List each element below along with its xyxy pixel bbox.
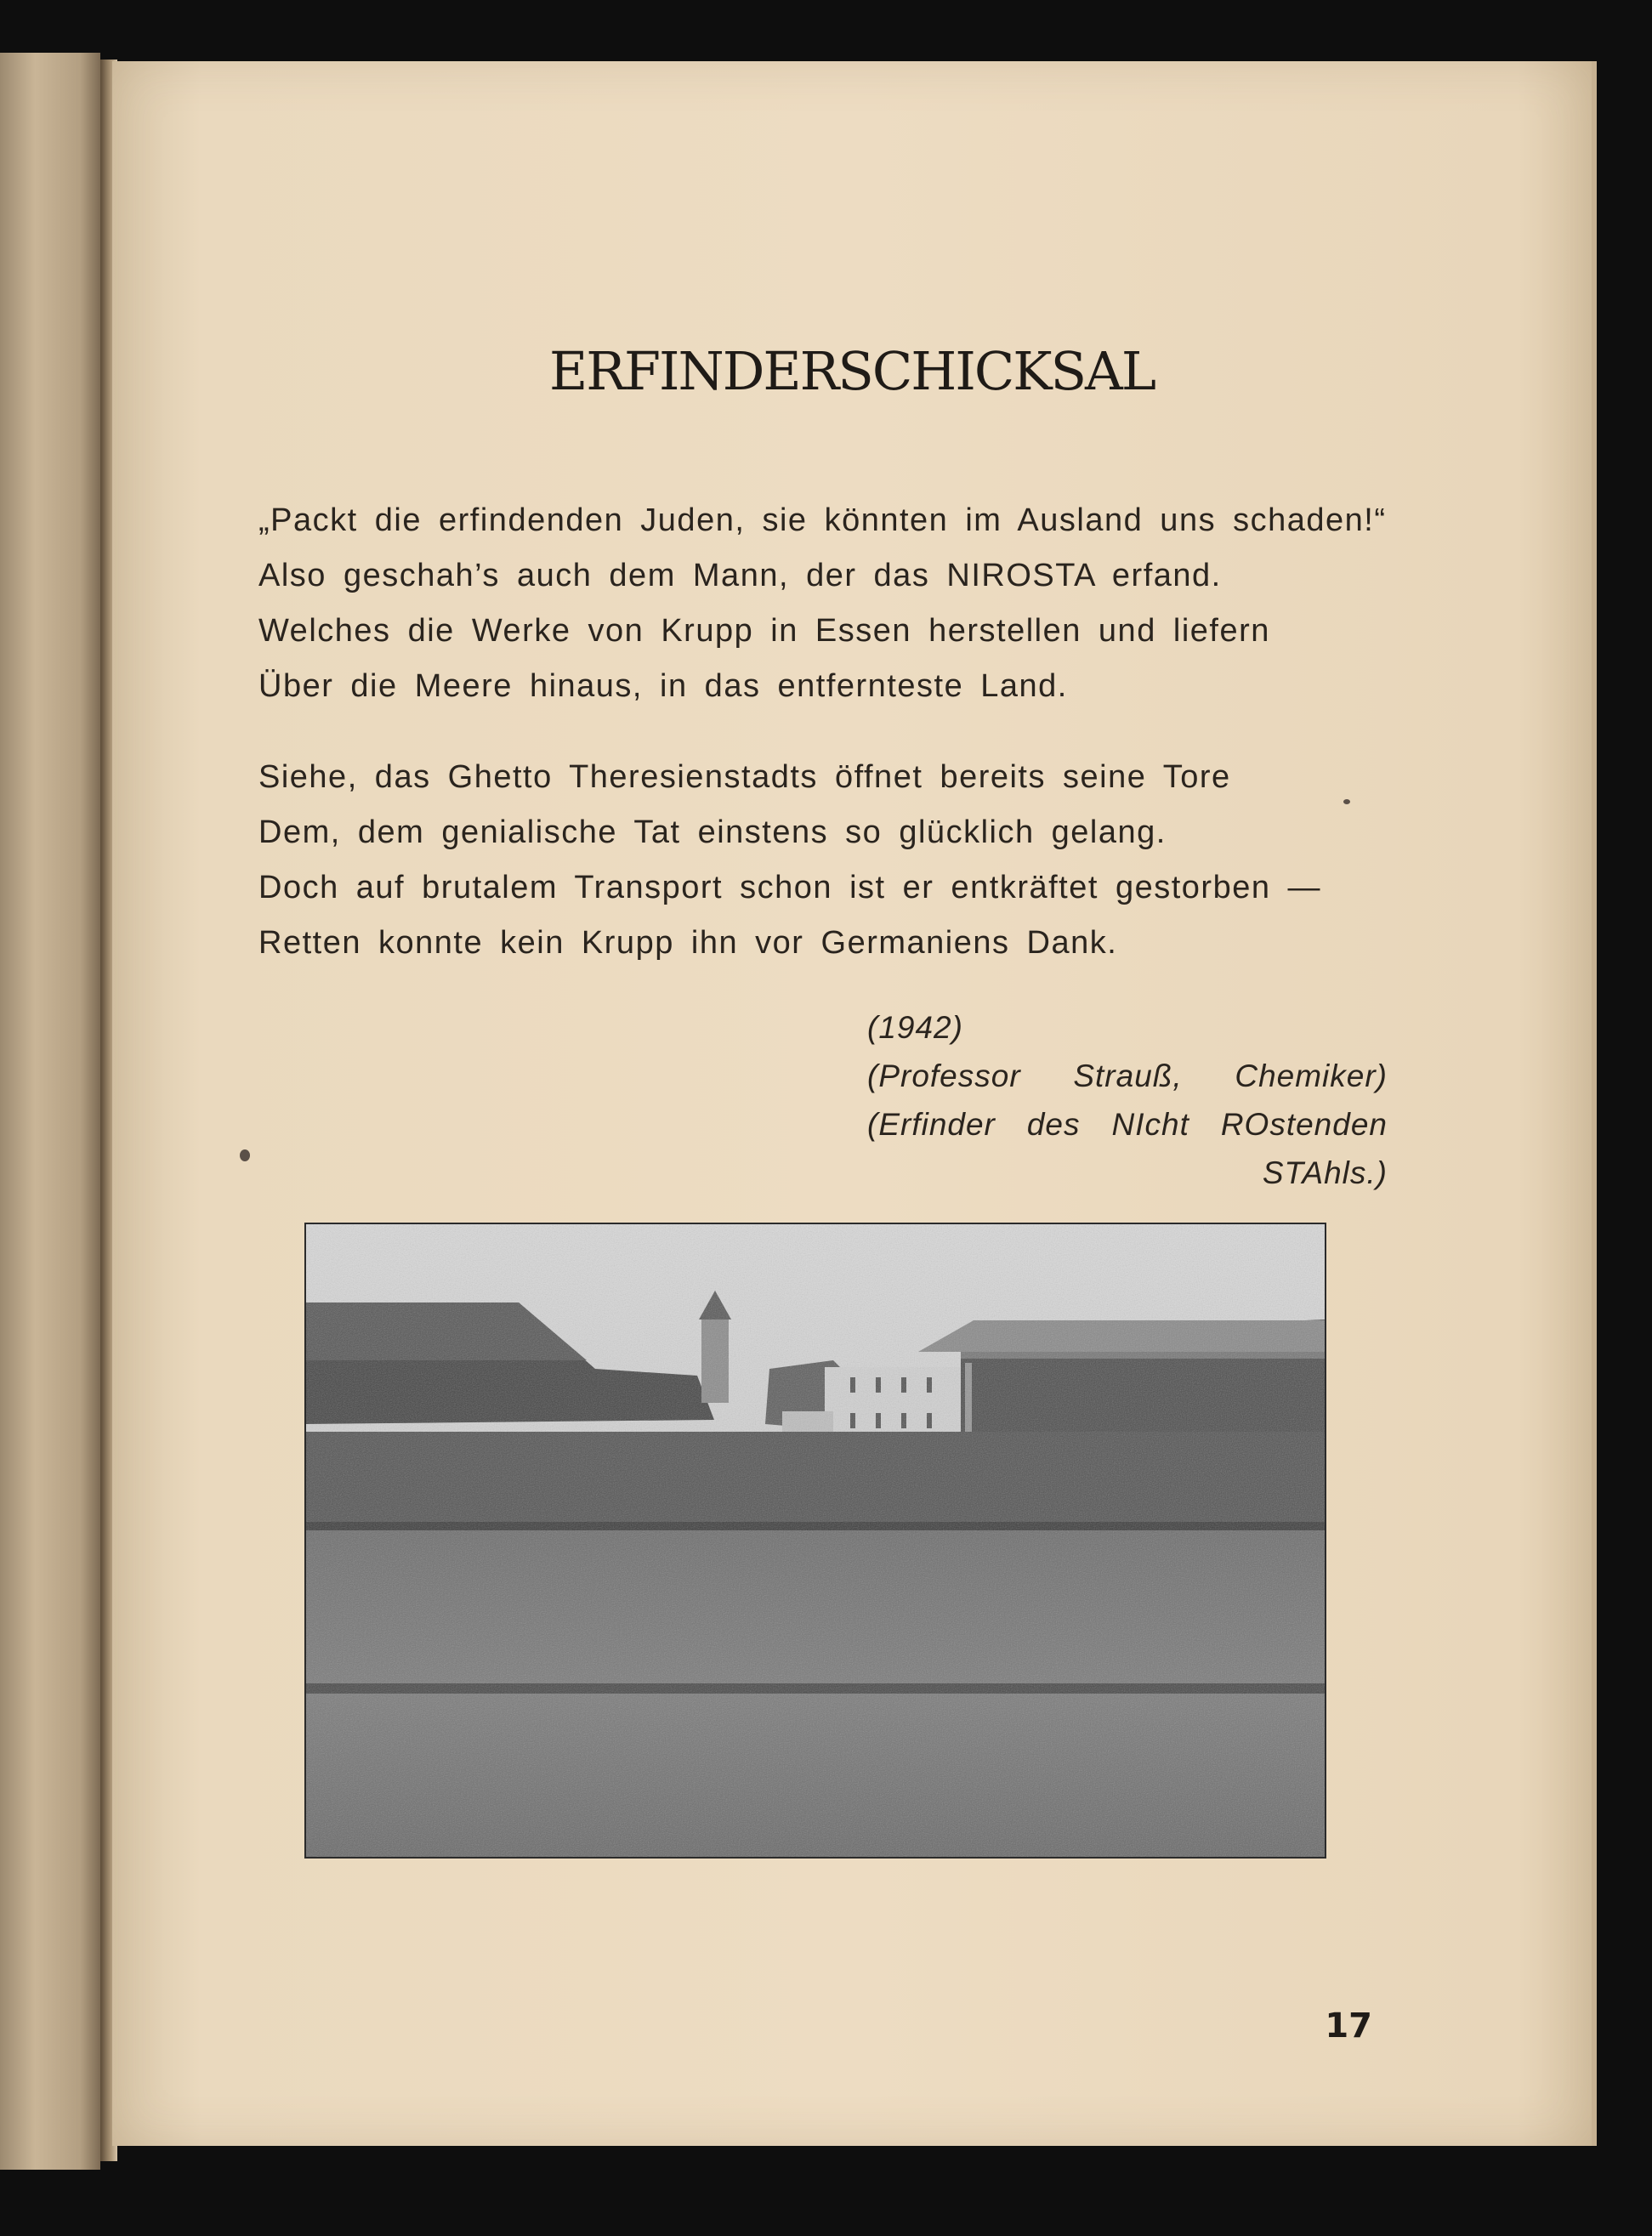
book-page (112, 61, 1597, 2146)
poem-stanza-2 (258, 750, 1321, 971)
poem-line: Welches die Werke von Krupp in Essen herstellen und liefern (258, 613, 1270, 649)
photo-illustration (306, 1224, 1325, 1857)
poem-line: Retten konnte kein Krupp ihn vor Germaniens Dank. (258, 925, 1118, 961)
left-page-edge (0, 53, 100, 2170)
poem-line: Über die Meere hinaus, in das entfernteste Land. (258, 668, 1068, 704)
poem-line: Also geschah’s auch dem Mann, der das NIROSTA erfand. (258, 558, 1222, 593)
attribution-year: (1942) (867, 1010, 963, 1045)
poem-line: „Packt die erfindenden Juden, sie könnten im Ausland uns schaden!“ (258, 502, 1387, 538)
poem-line: Doch auf brutalem Transport schon ist er entkräftet gestorben — (258, 870, 1322, 905)
attribution-invention-1: (Erfinder des NIcht ROstenden (867, 1107, 1388, 1142)
page-title: ERFINDERSCHICKSAL (549, 340, 1155, 402)
attribution-invention-2: STAhls.) (1262, 1155, 1388, 1190)
attribution (867, 1003, 1388, 1197)
page-number: 17 (1325, 2006, 1372, 2046)
poem-stanza-1 (258, 493, 1387, 714)
attribution-author: (Professor Strauß, Chemiker) (867, 1058, 1388, 1093)
poem-line: Dem, dem genialische Tat einstens so glücklich gelang. (258, 814, 1167, 850)
ghetto-photograph (304, 1223, 1326, 1859)
poem-line: Siehe, das Ghetto Theresienstadts öffnet bereits seine Tore (258, 759, 1231, 795)
paper-speck (1343, 799, 1350, 804)
paper-speck (240, 1149, 250, 1161)
